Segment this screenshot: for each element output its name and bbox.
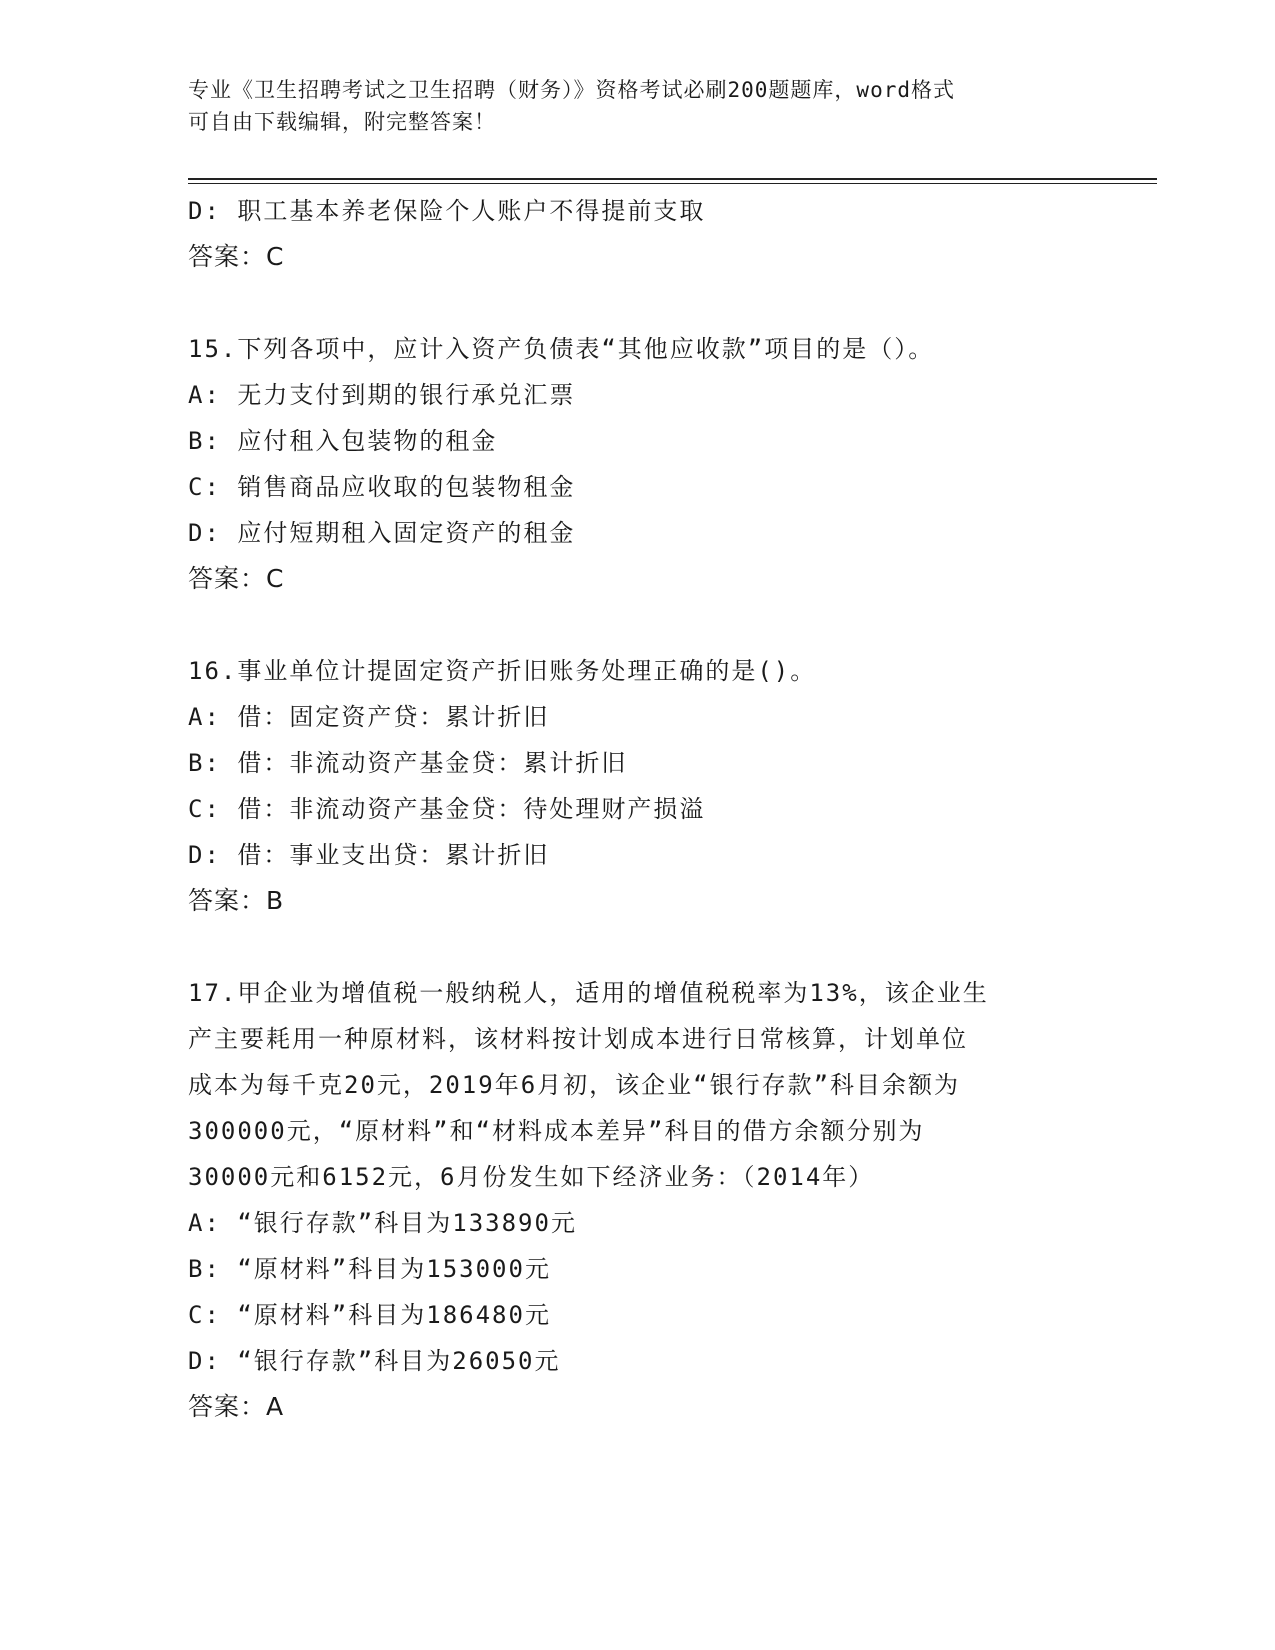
- answer-label: 答案：A: [188, 1392, 285, 1421]
- spacer: [188, 602, 1088, 648]
- answer-label: 答案：B: [188, 886, 285, 915]
- header-divider-thick: [188, 178, 1157, 180]
- header-title-line-1: 专业《卫生招聘考试之卫生招聘（财务）》资格考试必刷200题题库，word格式: [188, 78, 955, 102]
- question-stem: 16.事业单位计提固定资产折旧账务处理正确的是()。: [188, 657, 817, 685]
- question-15: [188, 326, 1088, 602]
- option-d: D: “银行存款”科目为26050元: [188, 1347, 561, 1375]
- option-a: A: 借：固定资产贷：累计折旧: [188, 703, 550, 731]
- question-stem: 15.下列各项中，应计入资产负债表“其他应收款”项目的是（）。: [188, 335, 935, 363]
- option-c: C: 销售商品应收取的包装物租金: [188, 473, 576, 501]
- question-14-tail: [188, 188, 1088, 280]
- answer-label: 答案：C: [188, 564, 285, 593]
- option-a: A: 无力支付到期的银行承兑汇票: [188, 381, 576, 409]
- option-c: C: 借：非流动资产基金贷：待处理财产损溢: [188, 795, 706, 823]
- document-header: [188, 74, 1088, 138]
- question-stem-line-5: 30000元和6152元，6月份发生如下经济业务：（2014年）: [188, 1163, 875, 1191]
- question-stem-line-2: 产主要耗用一种原材料，该材料按计划成本进行日常核算，计划单位: [188, 1025, 968, 1053]
- question-content: [188, 188, 1088, 1430]
- question-16: [188, 648, 1088, 924]
- question-stem-line-3: 成本为每千克20元，2019年6月初，该企业“银行存款”科目余额为: [188, 1071, 961, 1099]
- option-b: B: 借：非流动资产基金贷：累计折旧: [188, 749, 628, 777]
- option-c: C: “原材料”科目为186480元: [188, 1301, 551, 1329]
- option-a: A: “银行存款”科目为133890元: [188, 1209, 577, 1237]
- option-d: D: 职工基本养老保险个人账户不得提前支取: [188, 197, 706, 225]
- question-stem-line-4: 300000元，“原材料”和“材料成本差异”科目的借方余额分别为: [188, 1117, 925, 1145]
- option-b: B: 应付租入包装物的租金: [188, 427, 498, 455]
- question-17: [188, 970, 1088, 1430]
- spacer: [188, 280, 1088, 326]
- option-d: D: 应付短期租入固定资产的租金: [188, 519, 576, 547]
- option-b: B: “原材料”科目为153000元: [188, 1255, 551, 1283]
- header-title-line-2: 可自由下载编辑，附完整答案！: [188, 110, 496, 134]
- header-divider-thin: [188, 183, 1157, 184]
- spacer: [188, 924, 1088, 970]
- option-d: D: 借：事业支出贷：累计折旧: [188, 841, 550, 869]
- answer-label: 答案：C: [188, 242, 285, 271]
- question-stem-line-1: 17.甲企业为增值税一般纳税人，适用的增值税税率为13%，该企业生: [188, 979, 989, 1007]
